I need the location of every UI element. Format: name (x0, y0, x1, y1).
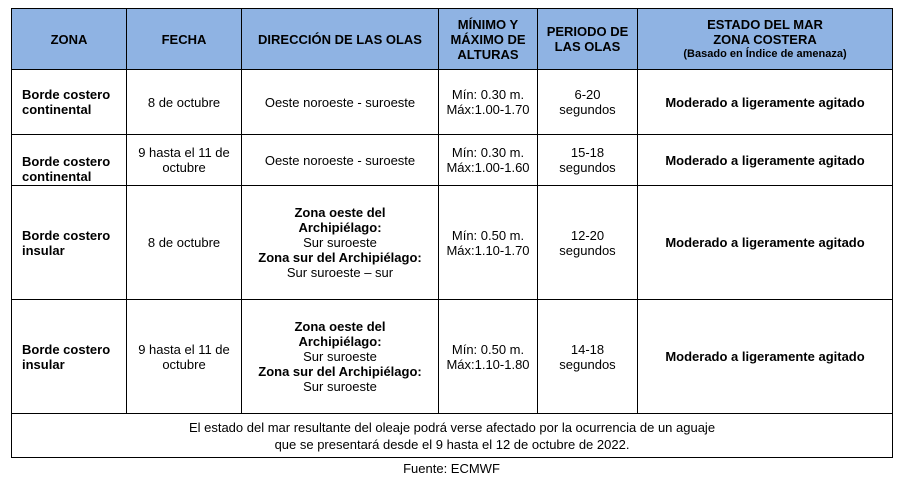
header-estado: ESTADO DEL MAR ZONA COSTERA (Basado en Índice de amenaza) (638, 9, 893, 70)
footer-note-row (12, 414, 893, 458)
estado-cell: Moderado a ligeramente agitado (638, 135, 893, 186)
estado-cell: Moderado a ligeramente agitado (638, 300, 893, 414)
zona-cell: Borde costero insular (12, 300, 127, 414)
header-zona: ZONA (12, 9, 127, 70)
table-row (12, 300, 893, 414)
header-fecha: FECHA (127, 9, 242, 70)
header-direccion: DIRECCIÓN DE LAS OLAS (242, 9, 439, 70)
periodo-cell: 6-20 segundos (538, 70, 638, 135)
zona-cell: Borde costero continental (12, 135, 127, 186)
table-row (12, 70, 893, 135)
header-row (12, 9, 893, 70)
direccion-cell: Zona oeste del Archipiélago: Sur suroeste Zona sur del Archipiélago: Sur suroeste – sur (242, 186, 439, 300)
table-row (12, 186, 893, 300)
source-caption: Fuente: ECMWF (403, 461, 500, 476)
alturas-cell: Mín: 0.50 m. Máx:1.10-1.70 (439, 186, 538, 300)
periodo-cell: 12-20 segundos (538, 186, 638, 300)
alturas-cell: Mín: 0.30 m. Máx:1.00-1.70 (439, 70, 538, 135)
footer-note: El estado del mar resultante del oleaje podrá verse afectado por la ocurrencia de un aguaje que se presentará desde el 9 hasta el 12 de octubre de 2022. (12, 414, 893, 458)
direccion-cell: Oeste noroeste - suroeste (242, 135, 439, 186)
estado-cell: Moderado a ligeramente agitado (638, 186, 893, 300)
forecast-table-container (11, 8, 892, 476)
fecha-cell: 9 hasta el 11 de octubre (127, 135, 242, 186)
alturas-cell: Mín: 0.50 m. Máx:1.10-1.80 (439, 300, 538, 414)
estado-cell: Moderado a ligeramente agitado (638, 70, 893, 135)
fecha-cell: 8 de octubre (127, 70, 242, 135)
fecha-cell: 8 de octubre (127, 186, 242, 300)
alturas-cell: Mín: 0.30 m. Máx:1.00-1.60 (439, 135, 538, 186)
direccion-cell: Oeste noroeste - suroeste (242, 70, 439, 135)
fecha-cell: 9 hasta el 11 de octubre (127, 300, 242, 414)
table-row (12, 135, 893, 186)
sea-state-table (11, 8, 893, 458)
header-periodo: PERIODO DE LAS OLAS (538, 9, 638, 70)
periodo-cell: 14-18 segundos (538, 300, 638, 414)
direccion-cell: Zona oeste del Archipiélago: Sur suroeste Zona sur del Archipiélago: Sur suroeste (242, 300, 439, 414)
header-alturas: MÍNIMO Y MÁXIMO DE ALTURAS (439, 9, 538, 70)
zona-cell: Borde costero insular (12, 186, 127, 300)
zona-cell: Borde costero continental (12, 70, 127, 135)
periodo-cell: 15-18 segundos (538, 135, 638, 186)
